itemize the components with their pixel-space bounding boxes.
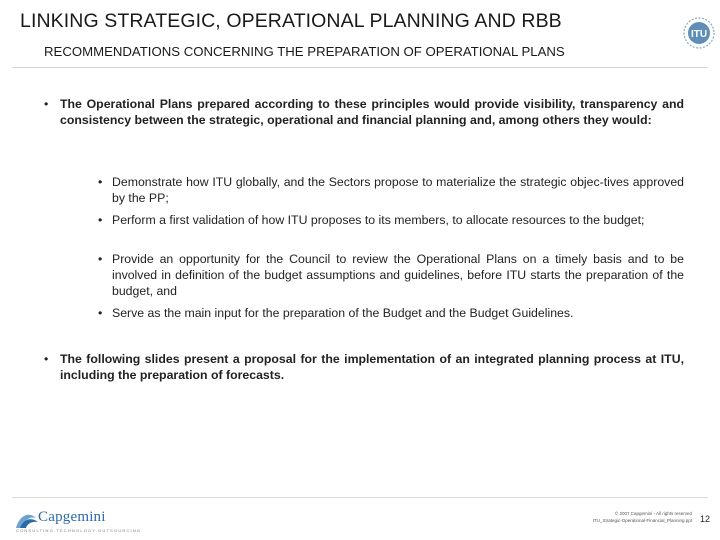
sub-bullet-text: Perform a first validation of how ITU proposes to its members, to allocate resources to the budget; [112,213,645,227]
sub-bullet-dot: • [98,306,103,320]
bullet-dot: • [44,97,49,111]
bullet-text: The following slides present a proposal for the implementation of an integrated planning process at ITU, including the preparation of forecasts. [60,352,684,382]
document-name: ITU_Strategic-Operational-Financial_Planning.ppt [592,518,692,523]
copyright-line: © 2007 Capgemini - All rights reserved [614,511,692,516]
sub-bullet-text: Serve as the main input for the preparation of the Budget and the Budget Guidelines. [112,306,574,320]
bullet-dot: • [44,352,49,366]
footer-divider [12,497,708,498]
company-tagline: CONSULTING.TECHNOLOGY.OUTSOURCING [16,528,142,533]
itu-emblem-icon [682,14,716,52]
sub-bullet-council [98,251,684,299]
sub-bullet-dot: • [98,213,103,227]
bullet-operational-plans [44,96,684,128]
itu-logo-text: ITU [690,29,708,40]
bullet-following-slides [44,351,684,383]
sub-bullet-text: Provide an opportunity for the Council to review the Operational Plans on a timely basis and to be involved in definition of the budget assumptions and guidelines, before ITU starts the preparation of the budget, and [112,252,684,298]
sub-bullet-budget-input [98,305,684,321]
bullet-text: The Operational Plans prepared according to these principles would provide visibility, transparency and consistency between the strategic, operational and financial planning and, among others they would: [60,97,684,127]
page-title: LINKING STRATEGIC, OPERATIONAL PLANNING AND RBB [20,10,562,32]
sub-bullet-text: Demonstrate how ITU globally, and the Sectors propose to materialize the strategic objec-tives approved by the PP; [112,175,684,205]
sub-bullet-dot: • [98,252,103,266]
sub-bullet-demonstrate [98,174,684,206]
header-divider [12,67,708,68]
sub-bullet-dot: • [98,175,103,189]
sub-bullet-validation [98,212,684,228]
page-number: 12 [700,514,711,524]
copyright-block [520,510,692,524]
page-subtitle: RECOMMENDATIONS CONCERNING THE PREPARATION OF OPERATIONAL PLANS [44,44,565,59]
company-logo-text: Capgemini [38,509,106,525]
